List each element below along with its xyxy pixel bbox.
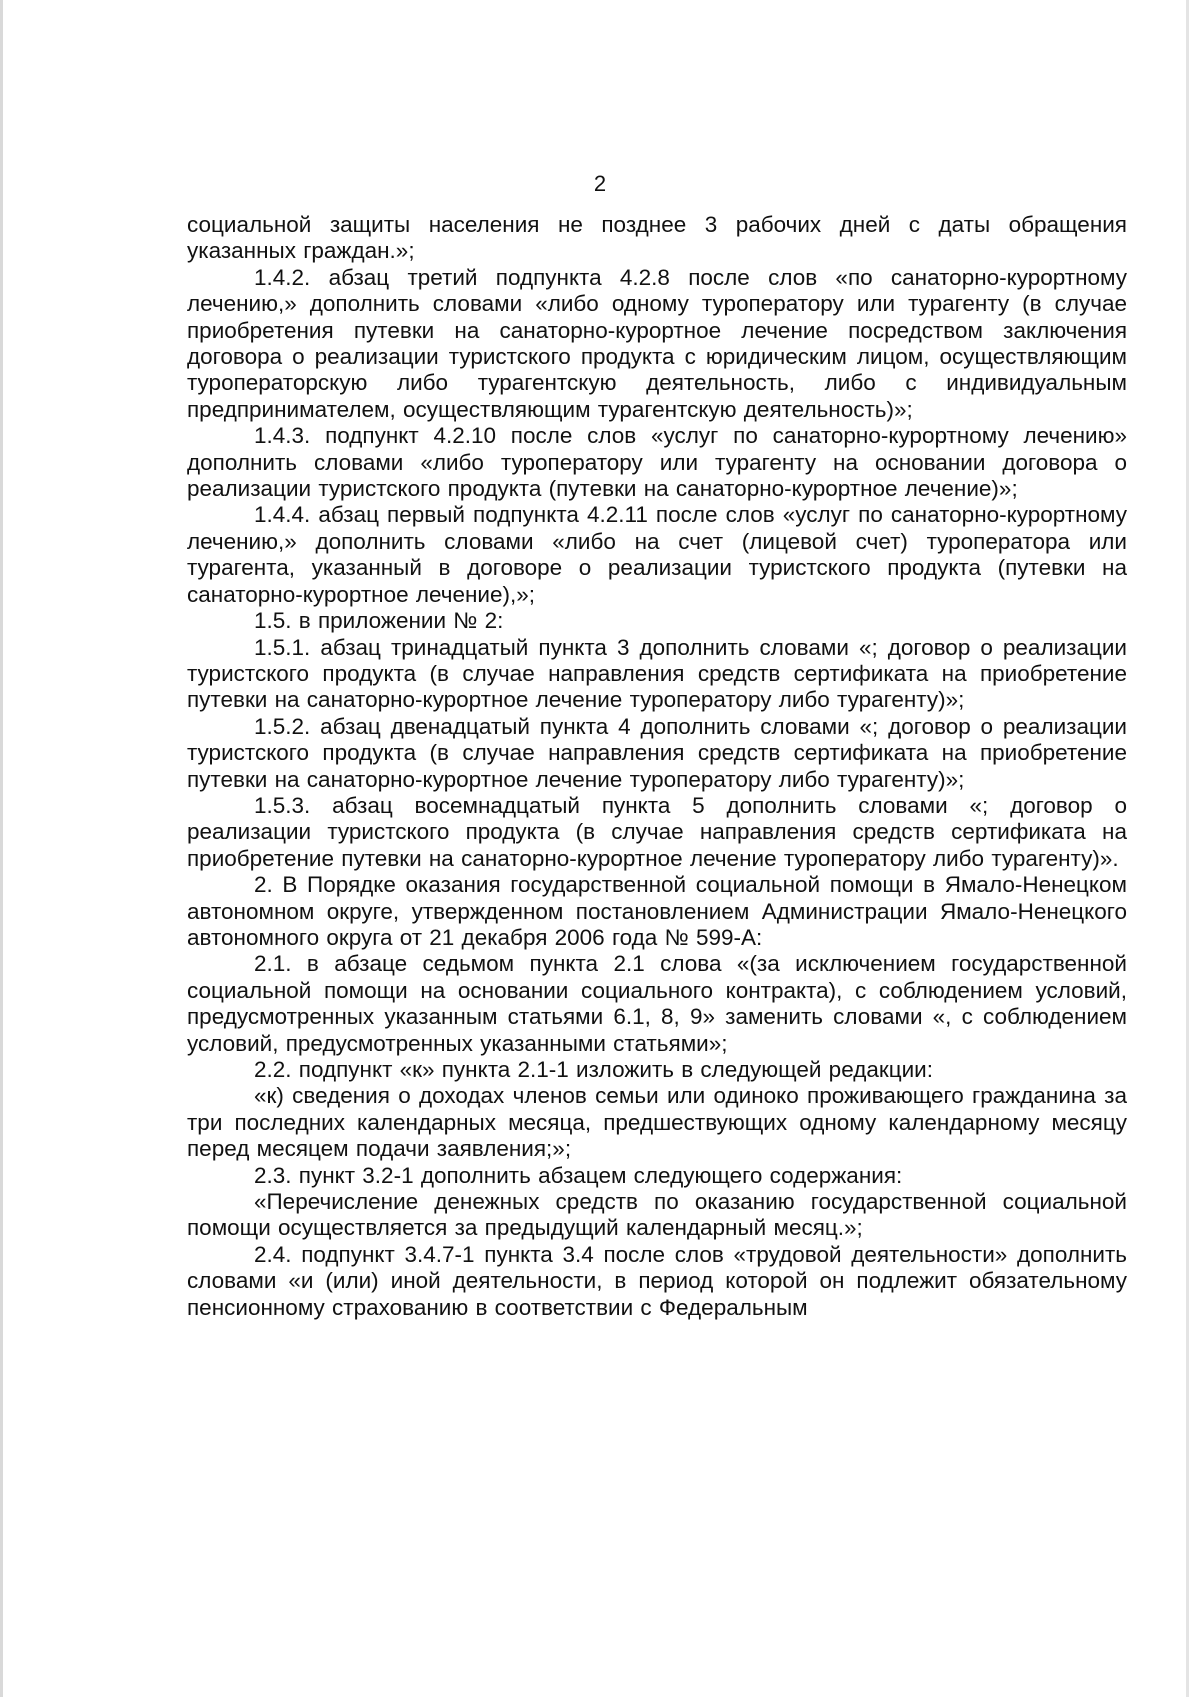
paragraph-1-4-2: 1.4.2. абзац третий подпункта 4.2.8 после слов «по санаторно-курортному лечению,» дополнить словами «либо одному туроператору или турагенту (в случае приобретения путевки на санаторно-курортное лечение посредством заключения договора о реализации туристского продукта с юридическим лицом, осуществляющим туроператорскую либо турагентскую деятельность, либо с индивидуальным предпринимателем, осуществляющим турагентскую деятельность)»; xyxy=(187,264,1127,422)
scan-right-edge xyxy=(1186,0,1189,1697)
paragraph-1-5: 1.5. в приложении № 2: xyxy=(254,608,504,634)
paragraph-1-5-3: 1.5.3. абзац восемнадцатый пункта 5 дополнить словами «; договор о реализации туристского продукта (в случае направления средств сертификата на приобретение путевки на санаторно-курортное лечение туроператору либо турагенту)». xyxy=(187,792,1127,871)
paragraph-2-3-quote: «Перечисление денежных средств по оказанию государственной социальной помощи осуществляется за предыдущий календарный месяц.»; xyxy=(187,1189,1127,1241)
page-number: 2 xyxy=(593,171,607,196)
paragraph-2-4: 2.4. подпункт 3.4.7-1 пункта 3.4 после слов «трудовой деятельности» дополнить словами «и (или) иной деятельности, в период которой он подлежит обязательному пенсионному страхованию в соответствии с Федеральным xyxy=(187,1241,1127,1320)
paragraph-1-5-2: 1.5.2. абзац двенадцатый пункта 4 дополнить словами «; договор о реализации туристского продукта (в случае направления средств сертификата на приобретение путевки на санаторно-курортное лечение туроператору либо турагенту)»; xyxy=(187,713,1127,792)
paragraph-2-2-quote: «к) сведения о доходах членов семьи или одиноко проживающего гражданина за три последних календарных месяца, предшествующих одному календарному месяцу перед месяцем подачи заявления;»; xyxy=(187,1083,1127,1162)
paragraph-1-5-1: 1.5.1. абзац тринадцатый пункта 3 дополнить словами «; договор о реализации туристского продукта (в случае направления средств сертификата на приобретение путевки на санаторно-курортное лечение туроператору либо турагенту)»; xyxy=(187,634,1127,713)
scan-left-edge xyxy=(0,0,3,1697)
paragraph-2-2: 2.2. подпункт «к» пункта 2.1-1 изложить в следующей редакции: xyxy=(254,1057,933,1082)
paragraph-2: 2. В Порядке оказания государственной социальной помощи в Ямало-Ненецком автономном округе, утвержденном постановлением Администрации Ямало-Ненецкого автономного округа от 21 декабря 2006 года № 599-А: xyxy=(187,872,1127,950)
paragraph-2-1: 2.1. в абзаце седьмом пункта 2.1 слова «(за исключением государственной социальной помощи на основании социального контракта), с соблюдением условий, предусмотренных указанным статьями 6.1, 8, 9» заменить словами «, с соблюдением условий, предусмотренных указанными статьями»; xyxy=(187,951,1127,1056)
document-body xyxy=(187,212,1127,1321)
paragraph-1-4-4: 1.4.4. абзац первый подпункта 4.2.11 после слов «услуг по санаторно-курортному лечению,» дополнить словами «либо на счет (лицевой счет) туроператора или турагента, указанный в договоре о реализации туристского продукта (путевки на санаторно-курортное лечение),»; xyxy=(187,502,1127,607)
paragraph-continuation: социальной защиты населения не позднее 3 рабочих дней с даты обращения указанных граждан.»; xyxy=(187,212,1127,264)
paragraph-1-4-3: 1.4.3. подпункт 4.2.10 после слов «услуг по санаторно-курортному лечению» дополнить словами «либо туроператору или турагенту на основании договора о реализации туристского продукта (путевки на санаторно-курортное лечение)»; xyxy=(187,423,1127,502)
paragraph-2-3: 2.3. пункт 3.2-1 дополнить абзацем следующего содержания: xyxy=(254,1162,903,1188)
